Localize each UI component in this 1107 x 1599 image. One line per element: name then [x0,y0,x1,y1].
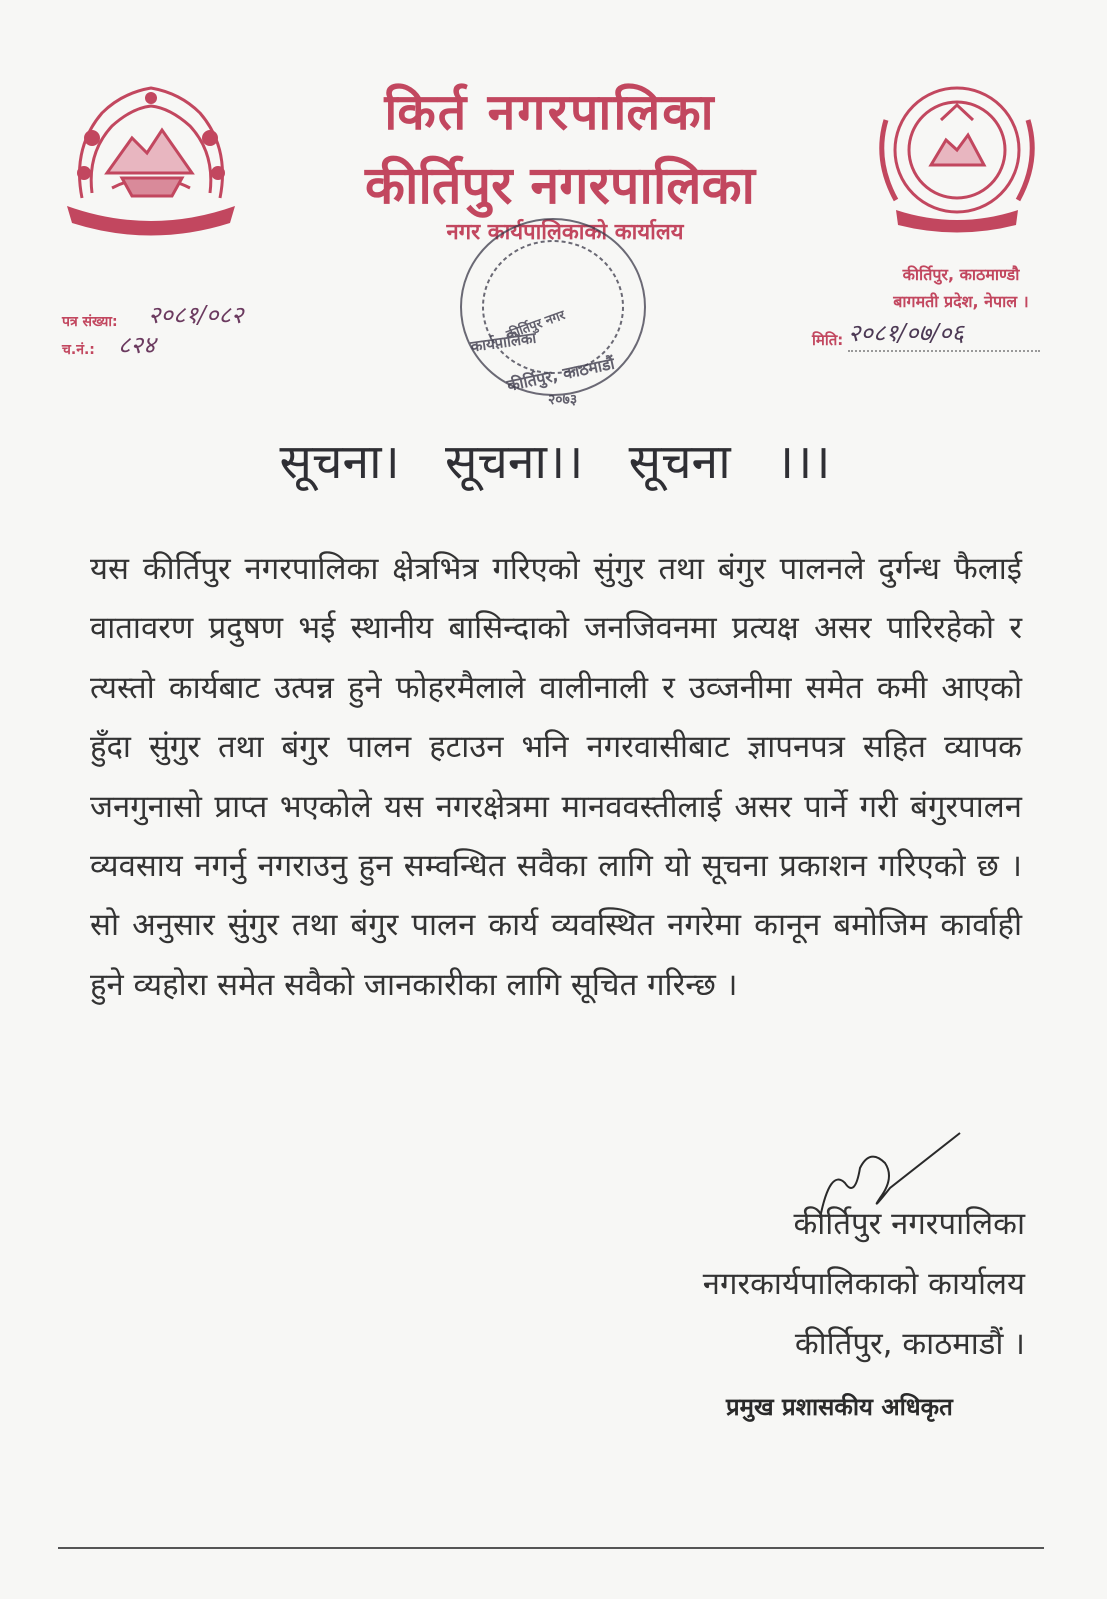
nepal-coat-of-arms-icon [62,78,240,244]
signature-line1: कीर्तिपुर नगरपालिका [793,1206,1025,1242]
address-line2: बागमती प्रदेश, नेपाल । [893,292,1029,311]
stamp-line4: २०७३ [548,392,578,408]
stamp-line2: कार्यपालिका [469,328,538,356]
notice-heading: सूचना। सूचना।। सूचना ।।। [279,434,831,490]
date-label: मिति: [812,331,844,349]
date-value: २०८१/०७/०६ [848,319,965,347]
stamp-line1: कीर्तिपुर नगर [504,307,568,343]
letter-no-value: २०८१/०८२ [148,301,244,329]
letterhead-title-line1: किर्त नगरपालिका [384,83,716,141]
signature-line2: नगरकार्यपालिकाको कार्यालय [702,1266,1025,1302]
address-line1: कीर्तिपुर, काठमाण्डौ [902,265,1020,284]
signatory-title: प्रमुख प्रशासकीय अधिकृत [726,1393,953,1421]
signature-line3: कीर्तिपुर, काठमाडौं । [794,1326,1025,1362]
dispatch-no-value: ८२४ [118,331,156,359]
letter-no-label: पत्र संख्या: [62,314,118,330]
footer-divider [58,1547,1044,1549]
office-stamp [448,212,658,412]
date-underline [848,350,1040,352]
letterhead-title-line2: कीर्तिपुर नगरपालिका [365,156,755,216]
stamp-line3: कीर्तिपुर, काठमाडौं [505,353,617,395]
letterhead-subtitle: नगर कार्यपालिकाको कार्यालय [446,220,684,245]
notice-body: यस कीर्तिपुर नगरपालिका क्षेत्रभित्र गरिएको सुंगुर तथा बंगुर पालनले दुर्गन्ध फैलाई वातावरण प्रदुषण भई स्थानीय बासिन्दाको जनजिवनमा प्रत्यक्ष असर पारिरहेको र त्यस्तो कार्यबाट उत्पन्न हुने फोहरमैलाले वालीनाली र उव्जनीमा समेत कमी आएको हुँदा सुंगुर तथा बंगुर पालन हटाउन भनि नगरवासीबाट ज्ञापनपत्र सहित व्यापक जनगुनासो प्राप्त भएकोले यस नगरक्षेत्रमा मानववस्तीलाई असर पार्ने गरी बंगुरपालन व्यवसाय नगर्नु नगराउनु हुन सम्वन्धित सवैका लागि यो सूचना प्रकाशन गरिएको छ । सो अनुसार सुंगुर तथा बंगुर पालन कार्य व्यवस्थित नगरेमा कानून बमोजिम कार्वाही हुने व्यहोरा समेत सवैको जानकारीका लागि सूचित गरिन्छ । [90,551,1022,1003]
municipality-logo-icon [866,80,1048,240]
dispatch-no-label: च.नं.: [62,342,95,358]
